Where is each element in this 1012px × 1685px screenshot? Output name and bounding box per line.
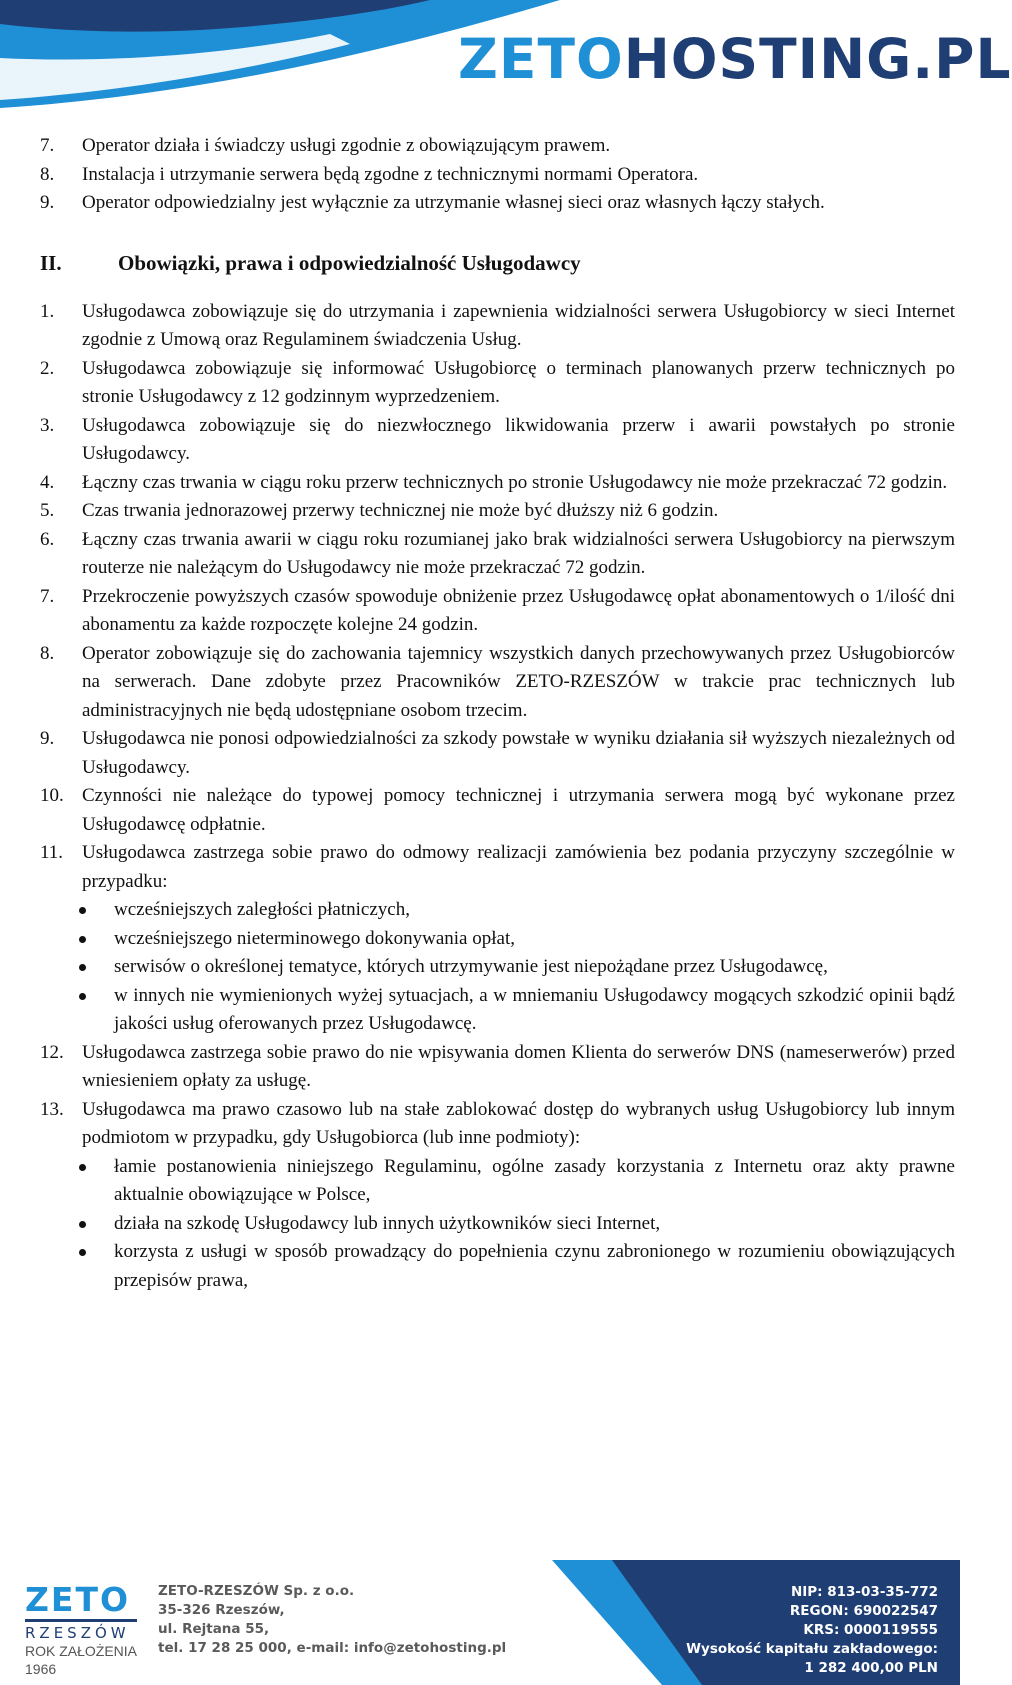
bullet-dot — [79, 1164, 86, 1171]
item-number: 3. — [40, 414, 55, 436]
item-text: Operator zobowiązuje się do zachowania tajemnicy wszystkich danych przechowywanych przez Usługobiorców na serwerach. Dane zdobyte przez Pracowników ZETO-RZESZÓW w trakcie prac technicznych lub administracyjnych nie będą udostępniane osobom trzecim. — [82, 642, 955, 721]
item-text: Usługodawca ma prawo czasowo lub na stałe zablokować dostęp do wybranych usług Usługobiorcy lub innym podmiotom w przypadku, gdy Usługobiorca (lub inne podmioty): — [82, 1098, 955, 1148]
list-item — [40, 469, 955, 498]
list-item — [40, 526, 955, 583]
bullet-list-refusal-cases — [40, 896, 955, 1039]
list-item — [40, 161, 955, 190]
item-number: 7. — [40, 135, 55, 156]
item-text: Łączny czas trwania w ciągu roku przerw technicznych po stronie Usługodawcy nie może przekraczać 72 godzin. — [82, 471, 948, 493]
item-number: 10. — [40, 785, 64, 806]
item-number: 8. — [40, 163, 55, 185]
item-number: 9. — [40, 192, 55, 213]
bullet-list-blocking-cases — [40, 1153, 955, 1296]
list-item — [40, 1039, 955, 1096]
brand-part-hosting: HOSTING.PL — [623, 27, 1012, 91]
registration-details — [686, 1583, 938, 1678]
item-text: Czynności nie należące do typowej pomocy technicznej i utrzymania serwera mogą być wykonane przez Usługodawcę odpłatnie. — [82, 785, 955, 835]
bullet-text: działa na szkodę Usługodawcy lub innych użytkowników sieci Internet, — [114, 1212, 661, 1234]
bullet-dot — [79, 1249, 86, 1256]
bullet-text: wcześniejszego nieterminowego dokonywania opłat, — [114, 927, 515, 949]
list-item — [40, 412, 955, 469]
bullet-dot — [79, 993, 86, 1000]
bullet-item — [40, 1238, 955, 1295]
item-number: 6. — [40, 528, 55, 550]
company-postcode: 35-326 Rzeszów, — [158, 1602, 285, 1618]
brand-part-zeto: ZETO — [458, 27, 624, 91]
list-item — [40, 725, 955, 782]
list-item — [40, 189, 955, 218]
item-text: Łączny czas trwania awarii w ciągu roku rozumianej jako brak widzialności serwera Usługobiorcy na pierwszym routerze nie należącym do Usługodawcy nie może przekraczać 72 godzin. — [82, 528, 955, 578]
bullet-dot — [79, 1221, 86, 1228]
bullet-text: w innych nie wymienionych wyżej sytuacjach, a w mniemaniu Usługodawcy mogących szkodzić opinii bądź jakości usług oferowanych przez Usługodawcę. — [114, 984, 955, 1034]
bullet-dot — [79, 964, 86, 971]
item-text: Usługodawca zobowiązuje się do niezwłocznego likwidowania przerw i awarii powstałych po stronie Usługodawcy. — [82, 414, 955, 464]
bullet-item — [40, 896, 955, 925]
list-item — [40, 839, 955, 896]
item-text: Instalacja i utrzymanie serwera będą zgodne z technicznymi normami Operatora. — [82, 163, 699, 185]
nip-number: NIP: 813-03-35-772 — [790, 1584, 938, 1600]
bullet-text: wcześniejszych zaległości płatniczych, — [114, 899, 410, 920]
bullet-text: serwisów o określonej tematyce, których utrzymywanie jest niepożądane przez Usługodawcę, — [114, 956, 828, 977]
company-name: ZETO-RZESZÓW Sp. z o.o. — [158, 1583, 355, 1599]
bullet-item — [40, 1210, 955, 1239]
capital-label: Wysokość kapitału zakładowego: — [686, 1641, 938, 1657]
item-number: 9. — [40, 728, 55, 749]
list-item — [40, 497, 955, 526]
bullet-dot — [79, 936, 86, 943]
item-text: Operator działa i świadczy usługi zgodnie z obowiązującym prawem. — [82, 135, 611, 156]
bullet-text: korzysta z usługi w sposób prowadzący do popełnienia czynu zabronionego w rozumieniu obowiązujących przepisów prawa, — [114, 1241, 955, 1291]
item-number: 2. — [40, 357, 55, 379]
list-item — [40, 298, 955, 355]
list-item — [40, 1096, 955, 1153]
item-number: 11. — [40, 842, 64, 863]
item-number: 7. — [40, 585, 55, 607]
bullet-item — [40, 953, 955, 982]
item-text: Usługodawca zastrzega sobie prawo do nie wpisywania domen Klienta do serwerów DNS (nameserwerów) przed wniesieniem opłaty za usługę. — [82, 1041, 955, 1091]
list-item — [40, 583, 955, 640]
zeto-rzeszow-logo — [25, 1580, 143, 1678]
bullet-dot — [79, 907, 86, 914]
company-street: ul. Rejtana 55, — [158, 1621, 270, 1637]
capital-value: 1 282 400,00 PLN — [804, 1660, 938, 1676]
logo-city: RZESZÓW — [25, 1624, 130, 1642]
bullet-item — [40, 1153, 955, 1210]
list-item — [40, 355, 955, 412]
registration-panel — [552, 1560, 960, 1685]
brand-logo-text — [458, 27, 1012, 91]
bullet-item — [40, 982, 955, 1039]
item-text: Przekroczenie powyższych czasów spowoduje obniżenie przez Usługodawcę opłat abonamentowych o 1/ilość dni abonamentu za każde rozpoczęte kolejne 24 godzin. — [82, 585, 955, 635]
regon-number: REGON: 690022547 — [789, 1603, 938, 1619]
document-body — [40, 132, 955, 1295]
item-number: 5. — [40, 500, 55, 521]
item-text: Operator odpowiedzialny jest wyłącznie za utrzymanie własnej sieci oraz własnych łączy stałych. — [82, 192, 825, 213]
item-text: Usługodawca nie ponosi odpowiedzialności za szkody powstałe w wyniku działania sił wyższych niezależnych od Usługodawcy. — [82, 728, 955, 778]
section-heading — [40, 248, 955, 278]
bullet-item — [40, 925, 955, 954]
item-text: Usługodawca zobowiązuje się informować Usługobiorcę o terminach planowanych przerw technicznych po stronie Usługodawcy z 12 godzinnym wyprzedzeniem. — [82, 357, 955, 407]
list-item — [40, 782, 955, 839]
item-text: Usługodawca zobowiązuje się do utrzymania i zapewnienia widzialności serwera Usługobiorcy w sieci Internet zgodnie z Umową oraz Regulaminem świadczenia Usług. — [82, 300, 955, 350]
page-header — [0, 0, 1012, 112]
krs-number: KRS: 0000119555 — [803, 1622, 938, 1638]
list-item — [40, 132, 955, 161]
company-address — [158, 1582, 506, 1658]
logo-divider — [25, 1619, 137, 1622]
section-title: Obowiązki, prawa i odpowiedzialność Usługodawcy — [118, 250, 581, 275]
item-number: 8. — [40, 642, 55, 664]
item-number: 4. — [40, 471, 55, 493]
page-footer — [0, 1560, 960, 1685]
logo-word: ZETO — [25, 1580, 131, 1619]
bullet-text: łamie postanowienia niniejszego Regulaminu, ogólne zasady korzystania z Internetu oraz akty prawne aktualnie obowiązujące w Polsce, — [114, 1155, 955, 1205]
item-number: 12. — [40, 1041, 64, 1063]
logo-year: ROK ZAŁOŻENIA 1966 — [25, 1643, 137, 1677]
section-number: II. — [40, 250, 62, 275]
company-contact: tel. 17 28 25 000, e-mail: info@zetohosting.pl — [158, 1640, 507, 1656]
list-item — [40, 640, 955, 726]
item-number: 13. — [40, 1098, 64, 1120]
item-text: Usługodawca zastrzega sobie prawo do odmowy realizacji zamówienia bez podania przyczyny szczególnie w przypadku: — [82, 842, 955, 892]
item-text: Czas trwania jednorazowej przerwy technicznej nie może być dłuższy niż 6 godzin. — [82, 500, 719, 521]
item-number: 1. — [40, 300, 55, 322]
